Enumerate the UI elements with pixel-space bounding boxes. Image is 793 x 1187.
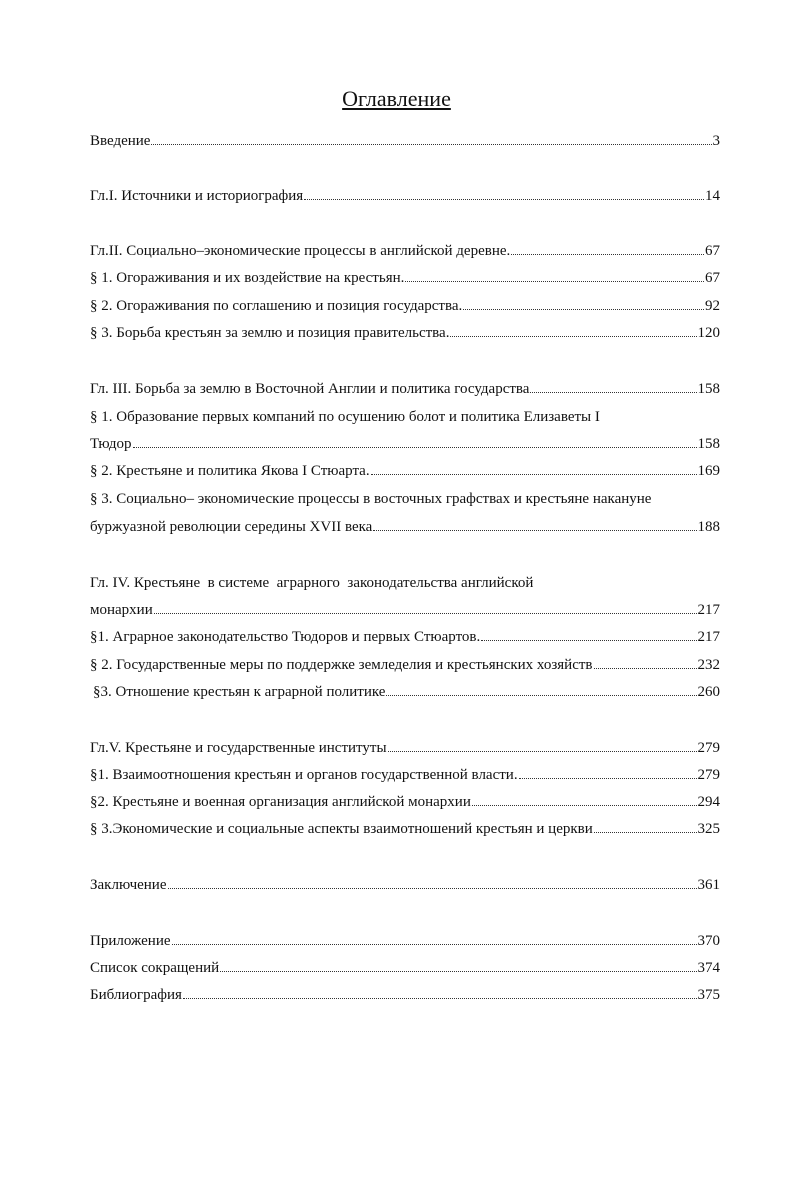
toc-entry[interactable] <box>90 655 720 675</box>
leader-dots <box>472 792 697 806</box>
toc-entry-text: § 2. Государственные меры по поддержке земледелия и крестьянских хозяйств <box>90 657 593 673</box>
leader-dots <box>594 655 697 669</box>
toc-page-number: 120 <box>697 325 720 341</box>
leader-dots <box>168 875 697 889</box>
toc-page-number: 279 <box>697 767 720 783</box>
toc-entry-text: буржуазной революции середины XVII века <box>90 519 373 535</box>
toc-entry[interactable] <box>90 819 720 839</box>
leader-dots <box>151 131 711 145</box>
leader-dots <box>133 434 697 448</box>
toc-entry[interactable] <box>90 379 720 399</box>
toc-page-number: 294 <box>697 794 720 810</box>
toc-page-number: 325 <box>697 821 720 837</box>
toc-entry-text: Приложение <box>90 933 171 949</box>
toc-entry[interactable] <box>90 241 720 261</box>
toc-page-number: 158 <box>697 381 720 397</box>
toc-entry[interactable] <box>90 875 720 895</box>
leader-dots <box>530 379 696 393</box>
toc-entry[interactable] <box>90 461 720 481</box>
toc-entry-text: § 3.Экономические и социальные аспекты взаимотношений крестьян и церкви <box>90 821 593 837</box>
toc-entry-text: § 2. Огораживания по соглашению и позиция государства. <box>90 298 463 314</box>
toc-page-number: 374 <box>697 960 720 976</box>
toc-entry-continuation[interactable] <box>90 517 720 537</box>
toc-page-number: 375 <box>697 987 720 1003</box>
toc-page-number: 188 <box>697 519 720 535</box>
toc-entry-text: Библиография <box>90 987 182 1003</box>
toc-entry-text: § 3. Социально– экономические процессы в восточных графствах и крестьяне накануне <box>90 491 652 507</box>
leader-dots <box>511 241 704 255</box>
toc-entry-text: Гл. III. Борьба за землю в Восточной Англии и политика государства <box>90 381 530 397</box>
toc-page-number: 232 <box>697 657 720 673</box>
toc-entry-text: Гл. IV. Крестьяне в системе аграрного законодательства английской <box>90 575 534 591</box>
toc-entry[interactable] <box>90 186 720 206</box>
toc-entry[interactable] <box>93 682 720 702</box>
leader-dots <box>386 682 696 696</box>
toc-page-number: 158 <box>697 436 720 452</box>
leader-dots <box>405 268 704 282</box>
toc-entry-text: § 2. Крестьяне и политика Якова I Стюарта. <box>90 463 370 479</box>
toc-page-number: 361 <box>697 877 720 893</box>
toc-page-number: 3 <box>712 133 720 149</box>
leader-dots <box>371 461 697 475</box>
toc-page-number: 217 <box>697 602 720 618</box>
leader-dots <box>519 765 697 779</box>
toc-entry[interactable] <box>90 407 720 427</box>
leader-dots <box>220 958 696 972</box>
leader-dots <box>481 627 696 641</box>
toc-entry[interactable] <box>90 792 720 812</box>
toc-page-number: 279 <box>697 740 720 756</box>
toc-page-number: 370 <box>697 933 720 949</box>
toc-entry[interactable] <box>90 573 720 593</box>
toc-entry[interactable] <box>90 131 720 151</box>
toc-page-number: 14 <box>705 188 720 204</box>
toc-page-number: 67 <box>705 270 720 286</box>
toc-page-number: 169 <box>697 463 720 479</box>
toc-entry-text: § 3. Борьба крестьян за землю и позиция правительства. <box>90 325 450 341</box>
toc-page-number: 217 <box>697 629 720 645</box>
toc-page-number: 92 <box>705 298 720 314</box>
leader-dots <box>450 323 696 337</box>
toc-entry[interactable] <box>90 765 720 785</box>
toc-entry[interactable] <box>90 985 720 1005</box>
toc-entry-text: § 1. Огораживания и их воздействие на крестьян. <box>90 270 405 286</box>
leader-dots <box>304 186 704 200</box>
toc-entry-text: § 1. Образование первых компаний по осушению болот и политика Елизаветы I <box>90 409 600 425</box>
toc-entry[interactable] <box>90 738 720 758</box>
toc-entry-text: Тюдор <box>90 436 132 452</box>
toc-entry-text: Заключение <box>90 877 167 893</box>
leader-dots <box>172 931 697 945</box>
toc-entry-text: §1. Взаимоотношения крестьян и органов государственной власти. <box>90 767 518 783</box>
toc-page-number: 67 <box>705 243 720 259</box>
toc-entry[interactable] <box>90 958 720 978</box>
leader-dots <box>154 600 697 614</box>
toc-entry-continuation[interactable] <box>90 434 720 454</box>
toc-entry-text: §3. Отношение крестьян к аграрной политике <box>93 684 386 700</box>
toc-entry-text: Список сокращений <box>90 960 220 976</box>
leader-dots <box>594 819 697 833</box>
leader-dots <box>463 296 704 310</box>
toc-entry-text: §1. Аграрное законодательство Тюдоров и первых Стюартов. <box>90 629 481 645</box>
toc-entry-text: Гл.II. Социально–экономические процессы в английской деревне. <box>90 243 511 259</box>
leader-dots <box>373 517 696 531</box>
toc-entry-text: монархии <box>90 602 153 618</box>
toc-entry-text: §2. Крестьяне и военная организация английской монархии <box>90 794 471 810</box>
toc-entry[interactable] <box>90 931 720 951</box>
toc-entry-continuation[interactable] <box>90 600 720 620</box>
leader-dots <box>183 985 697 999</box>
toc-entry[interactable] <box>90 323 720 343</box>
toc-entry-text: Введение <box>90 133 151 149</box>
toc-entry[interactable] <box>90 296 720 316</box>
toc-page-number: 260 <box>697 684 720 700</box>
leader-dots <box>388 738 697 752</box>
toc-entry-text: Гл.V. Крестьяне и государственные институты <box>90 740 387 756</box>
page-title: Оглавление <box>342 86 451 111</box>
toc-entry[interactable] <box>90 268 720 288</box>
toc-entry[interactable] <box>90 489 720 509</box>
toc-entry[interactable] <box>90 627 720 647</box>
toc-entry-text: Гл.I. Источники и историография <box>90 188 304 204</box>
